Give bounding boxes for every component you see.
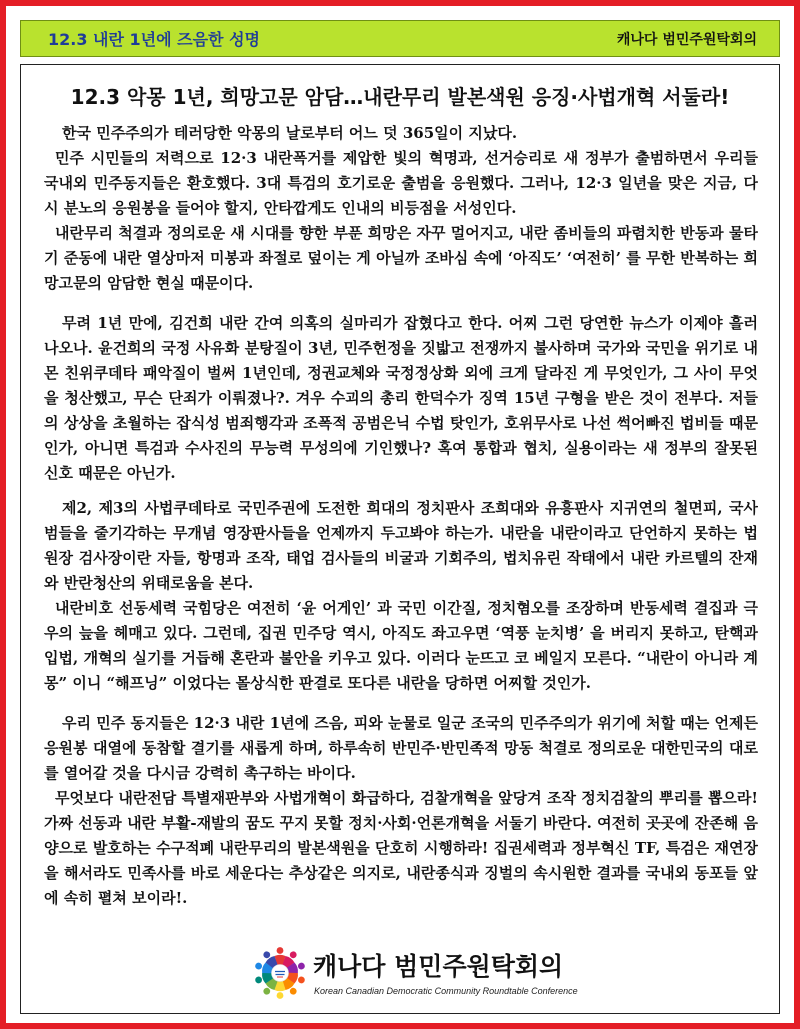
statement-subject: 12.3 내란 1년에 즈음한 성명 <box>48 30 260 49</box>
header-bar <box>20 20 780 57</box>
footer-organization-english: Korean Canadian Democratic Community Roundtable Conference <box>314 986 578 996</box>
paragraph-7: 우리 민주 동지들은 12·3 내란 1년에 즈음, 피와 눈물로 일군 조국의 민주주의가 위기에 처할 때는 언제든 응원봉 대열에 동참할 결기를 새롭게 하며, 하루속히 반민주·반민족적 망동 척결로 정의로운 대한민국의 대로를 열어갈 것을 다시금 강력히 촉구하는 바이다. <box>44 714 758 782</box>
roundtable-people-logo-icon <box>252 945 308 1001</box>
logo-center <box>272 965 289 982</box>
document-title: 12.3 악몽 1년, 희망고문 암담…내란무리 발본색원 응징·사법개혁 서둘라! <box>70 85 730 109</box>
paragraph-1: 한국 민주주의가 테러당한 악몽의 날로부터 어느 덧 365일이 지났다. <box>62 124 518 142</box>
document-body <box>44 121 758 939</box>
header-organization: 캐나다 범민주원탁회의 <box>616 31 757 48</box>
paragraph-6: 내란비호 선동세력 국힘당은 여전히 ‘윤 어게인’ 과 국민 이간질, 정치혐오를 조장하며 반동세력 결집과 극우의 늪을 헤매고 있다. 그런데, 집권 민주당 역시, 아직도 좌고우면 ‘역풍 눈치병’ 을 버리지 못하고, 탄핵과 입법, 개혁의 실기를 거듭해 혼란과 불안을 키우고 있다. 이러다 눈뜨고 코 베일지 모른다. “내란이 아니라 계몽” 이니 “해프닝” 이었다는 몰상식한 판결로 또다른 내란을 당하면 어찌할 것인가. <box>44 599 758 692</box>
footer-organization-korean: 캐나다 범민주원탁회의 <box>313 952 564 981</box>
paragraph-5: 제2, 제3의 사법쿠데타로 국민주권에 도전한 희대의 정치판사 조희대와 유흥판사 지귀연의 철면피, 국사범들을 줄기각하는 무개념 영장판사들을 언제까지 두고봐야 하는가. 내란을 내란이라고 단언하지 못하는 법원장 검사장이란 자들, 항명과 조작, 태업 검사들의 비굴과 기회주의, 법치유린 작태에서 내란 카르텔의 잔재와 반란청산의 위태로움을 본다. <box>44 499 758 592</box>
paragraph-3: 내란무리 척결과 정의로운 새 시대를 향한 부푼 희망은 자꾸 멀어지고, 내란 좀비들의 파렴치한 반동과 물타기 준동에 내란 열상마저 미봉과 좌절로 덮이는 게 아닐까 조바심 속에 ‘아직도’ ‘여전히’ 를 무한 반복하는 희망고문의 암담한 현실 때문이다. <box>44 224 758 292</box>
paragraph-2: 민주 시민들의 저력으로 12·3 내란폭거를 제압한 빛의 혁명과, 선거승리로 새 정부가 출범하면서 우리들 국내외 민주동지들은 환호했다. 3대 특검의 호기로운 출범을 응원했다. 그러나, 12·3 일년을 맞은 지금, 다시 분노의 응원봉을 들어야 할지, 안타깝게도 인내의 비등점을 서성인다. <box>44 149 758 217</box>
paragraph-8: 무엇보다 내란전담 특별재판부와 사법개혁이 화급하다, 검찰개혁을 앞당겨 조작 정치검찰의 뿌리를 뽑으라! 가짜 선동과 내란 부활-재발의 꿈도 꾸지 못할 정치·사회·언론개혁을 서둘기 바란다. 여전히 곳곳에 잔존해 음양으로 발호하는 수구적폐 내란무리의 발본색원을 단호히 시행하라! 집권세력과 정부혁신 TF, 특검은 재연장을 해서라도 민족사를 바로 세운다는 추상같은 의지로, 내란종식과 징벌의 속시원한 결과를 국내외 동포들 앞에 속히 펼쳐 보이라!. <box>44 789 758 907</box>
paragraph-4: 무려 1년 만에, 김건희 내란 간여 의혹의 실마리가 잡혔다고 한다. 어찌 그런 당연한 뉴스가 이제야 흘러 나오나. 윤건희의 국정 사유화 분탕질이 3년, 민주헌정을 짓밟고 전쟁까지 불사하며 국가와 국민을 위기로 내몬 친위쿠데타 패악질이 벌써 1년인데, 정권교체와 국정정상화 외에 크게 달라진 게 무엇인가, 그 사이 무엇을 청산했고, 무슨 단죄가 이뤄졌나?. 겨우 수괴의 총리 한덕수가 징역 15년 구형을 받은 것이 전부다. 저들의 상상을 초월하는 잡식성 범죄행각과 조폭적 공범은닉 수법 탓인가, 호위무사로 나선 썩어빠진 법비들 때문인가, 아니면 특검과 수사진의 무능력 무성의에 기인했나? 혹여 통합과 협치, 실용이라는 새 정부의 잘못된 신호 때문은 아닌가. <box>44 314 758 482</box>
